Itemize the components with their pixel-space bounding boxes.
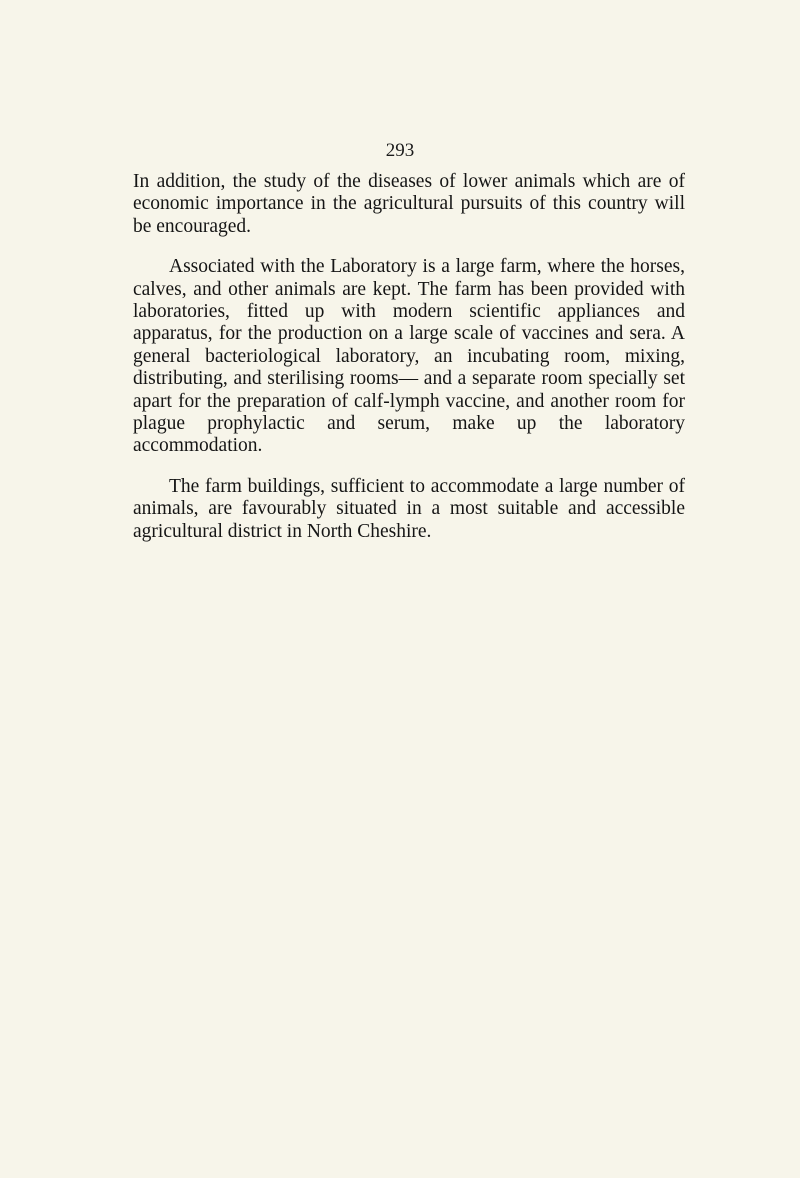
paragraph-diseases-study: In addition, the study of the diseases of lower animals which are of economic importance in the agricultural pursuits of this country will be encouraged.: [133, 171, 685, 237]
body-text: [133, 171, 685, 561]
page-number: 293: [385, 140, 415, 161]
paragraph-farm-buildings: The farm buildings, sufficient to accommodate a large number of animals, are favourably situated in a most suitable and accessible agricultural district in North Cheshire.: [133, 475, 685, 542]
paragraph-laboratory-farm: Associated with the Laboratory is a large farm, where the horses, calves, and other animals are kept. The farm has been provided with laboratories, fitted up with modern scientific appliances and apparatus, for the production on a large scale of vaccines and sera. A general bacteriological laboratory, an incubating room, mixing, distributing, and sterilising rooms— and a separate room specially set apart for the preparation of calf-lymph vaccine, and another room for plague prophylactic and serum, make up the laboratory accommodation.: [133, 256, 685, 457]
